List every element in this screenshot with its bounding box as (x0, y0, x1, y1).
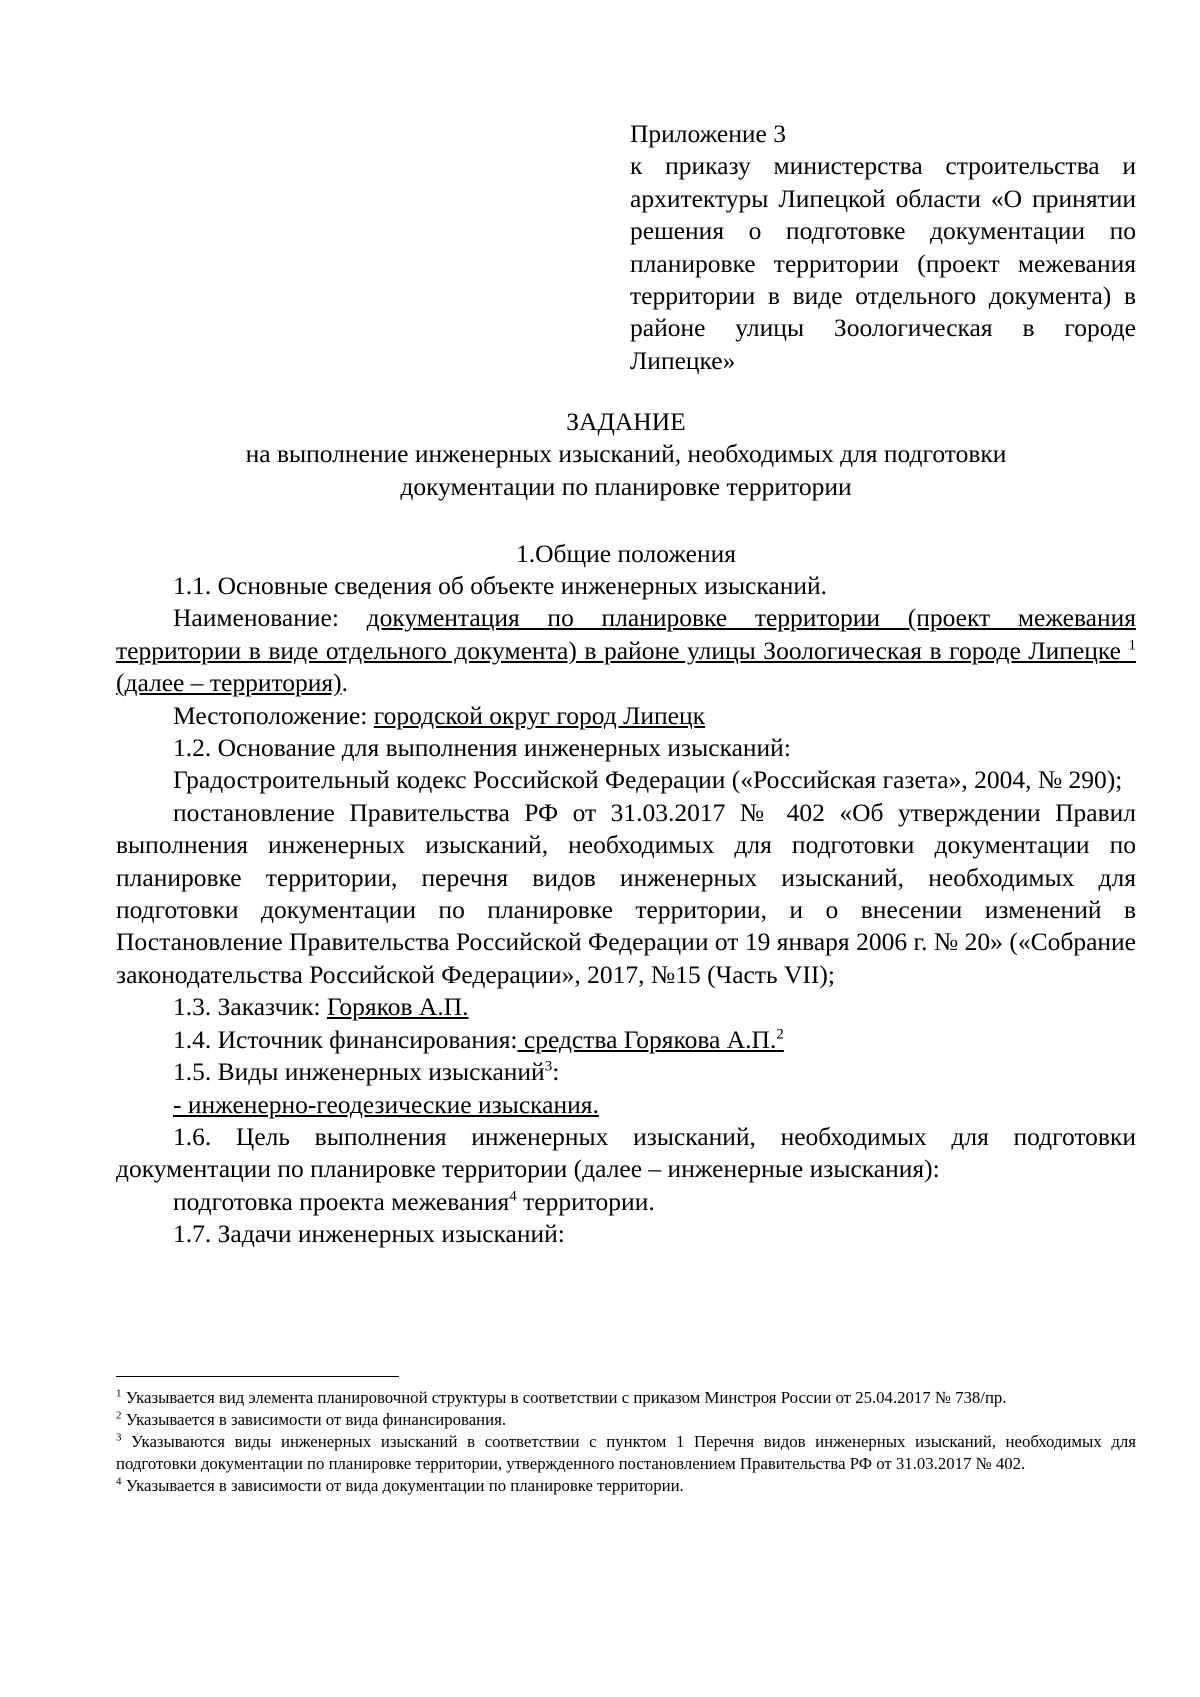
paragraph-name: Наименование: документация по планировке территории (проект межевания территории в виде отдельного документа) в районе улицы Зоологическая в городе Липецке $^1$ (далее – территория). (116, 603, 1137, 698)
title-subtitle-line-1: на выполнение инженерных изысканий, необходимых для подготовки (245, 439, 1007, 469)
footnote-1: $^1$ Указывается вид элемента планировочной структуры в соответствии с приказом Минстроя России от 25.04.2017 № 738/пр. (116, 1387, 1007, 1407)
paragraph-1-5: 1.5. Виды инженерных изысканий$^3$: (173, 1057, 560, 1087)
paragraph-types-value (116, 1089, 1136, 1121)
footnotes (116, 1387, 1136, 1497)
location-label: Местоположение: (173, 700, 374, 730)
paragraph-goal: подготовка проекта межевания$^4$ территории. (173, 1186, 655, 1216)
footnote-ref-4: 4 (509, 1188, 517, 1205)
paragraph-location (116, 700, 1136, 732)
footnote-4: $^4$ Указывается в зависимости от вида документации по планировке территории. (116, 1475, 684, 1495)
paragraph-basis-1: Градостроительный кодекс Российской Федерации («Российская газета», 2004, № 290); (173, 765, 1123, 795)
paragraph-1-4 (116, 1024, 1136, 1056)
funding-value: средства Горякова А.П.$^2$ (517, 1024, 784, 1054)
name-value: документация по планировке территории (проект межевания территории в виде отдельного документа) в районе улицы Зоологическая в городе Липецке $^1$ (далее – территория) (116, 603, 1137, 698)
annex-title: Приложение 3 (630, 119, 786, 148)
customer-value: Горяков А.П. (326, 992, 469, 1022)
section-body (116, 570, 1136, 1251)
types-value: - инженерно-геодезические изыскания. (173, 1089, 599, 1119)
footnote-ref-3: 3 (544, 1058, 553, 1075)
paragraph-1-1: 1.1. Основные сведения об объекте инженерных изысканий. (173, 571, 828, 600)
document-title (116, 406, 1136, 503)
footnote-ref-1: 1 (1128, 637, 1137, 654)
name-label: Наименование: (173, 603, 367, 633)
funding-label: 1.4. Источник финансирования: (173, 1024, 518, 1054)
annex-block (630, 118, 1136, 377)
footnote-3: $^3$ Указываются виды инженерных изысканий в соответствии с пунктом 1 Перечня видов инженерных изысканий, необходимых для подготовки документации по планировке территории, утвержденного постановлением Правительства РФ от 31.03.2017 № 402. (116, 1431, 1136, 1473)
footnote-2: $^2$ Указывается в зависимости от вида финансирования. (116, 1409, 507, 1429)
paragraph-1-6: 1.6. Цель выполнения инженерных изысканий, необходимых для подготовки документации по планировке территории (далее – инженерные изыскания): (116, 1121, 1136, 1184)
paragraph-1-2: 1.2. Основание для выполнения инженерных изысканий: (173, 733, 791, 763)
section-heading-general: 1.Общие положения (515, 539, 736, 568)
annex-reference: к приказу министерства строительства и архитектуры Липецкой области «О принятии решения о подготовке документации по планировке территории (проект межевания территории в виде отдельного документа) в районе улицы Зоологическая в городе Липецке» (630, 151, 1136, 375)
paragraph-1-3 (116, 991, 1136, 1023)
paragraph-1-7: 1.7. Задачи инженерных изысканий: (173, 1219, 565, 1249)
footnote-ref-2: 2 (776, 1026, 784, 1043)
customer-label: 1.3. Заказчик: (173, 992, 327, 1022)
location-value: городской округ город Липецк (373, 700, 706, 730)
paragraph-basis-2: постановление Правительства РФ от 31.03.2017 № 402 «Об утверждении Правил выполнения инженерных изысканий, необходимых для подготовки документации по планировке территории, перечня видов инженерных изысканий, необходимых для подготовки документации по планировке территории, и о внесении изменений в Постановление Правительства Российской Федерации от 19 января 2006 г. № 20» («Собрание законодательства Российской Федерации», 2017, №15 (Часть VII); (116, 797, 1136, 989)
title-subtitle-line-2: документации по планировке территории (400, 471, 852, 501)
title-main: ЗАДАНИЕ (566, 407, 686, 436)
footnote-separator (116, 1376, 399, 1377)
